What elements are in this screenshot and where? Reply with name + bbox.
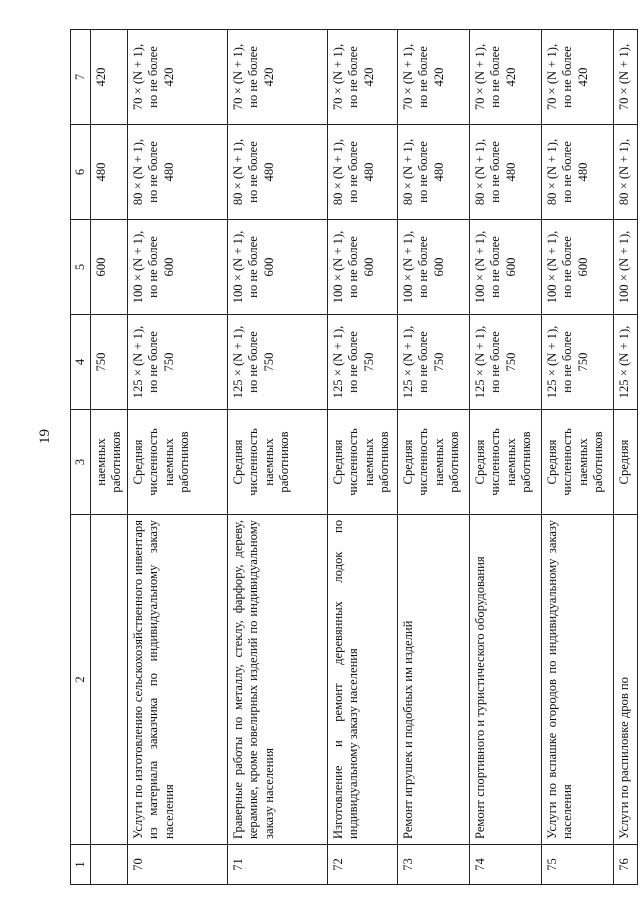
indicator-cell: Средняя численность наемных работников — [398, 410, 470, 515]
rate-line: 125 × (N + 1), — [131, 325, 146, 399]
row-number-cell: 73 — [398, 845, 470, 885]
rate-line: 480 — [575, 162, 590, 182]
rate-line: но не более — [346, 331, 361, 393]
rate-cell — [398, 220, 470, 315]
rate-line: 80 × (N + 1), — [401, 138, 416, 206]
rate-line: 600 — [575, 257, 590, 277]
rate-cell — [228, 220, 328, 315]
rate-line: 125 × (N + 1), — [473, 325, 488, 399]
carry-over-row — [91, 30, 128, 885]
rate-cell — [470, 30, 542, 125]
rate-line: 100 × (N + 1), — [131, 230, 146, 304]
row-number-cell — [91, 845, 128, 885]
rate-cell — [228, 315, 328, 410]
rate-cell — [614, 30, 638, 125]
rate-cell — [128, 125, 228, 220]
rate-line: 70 × (N + 1), — [473, 43, 488, 111]
rate-line: 100 × (N + 1), — [617, 230, 632, 304]
service-cell: Изготовление и ремонт деревянных лодок по индивидуальному заказу населения — [328, 515, 398, 845]
rate-line: 480 — [361, 162, 376, 182]
rate-cell — [542, 30, 614, 125]
rate-line: 125 × (N + 1), — [545, 325, 560, 399]
rate-line: 420 — [161, 67, 176, 87]
rate-line: 480 — [261, 162, 276, 182]
indicator-cell: Средняя численность наемных работников — [542, 410, 614, 515]
indicator-cell: Средняя — [614, 410, 638, 515]
rate-line: 420 — [575, 67, 590, 87]
rate-line: но не более — [416, 46, 431, 108]
page-number: 19 — [37, 429, 53, 444]
column-number-row — [71, 30, 91, 885]
rate-line: 100 × (N + 1), — [401, 230, 416, 304]
rate-line: но не более — [416, 141, 431, 203]
rate-line: 100 × (N + 1), — [331, 230, 346, 304]
rate-line: но не более — [416, 331, 431, 393]
table-row — [542, 30, 614, 885]
row-number-cell: 70 — [128, 845, 228, 885]
rate-line: но не более — [146, 331, 161, 393]
rate-line: 420 — [503, 67, 518, 87]
rate-line: 420 — [361, 67, 376, 87]
rate-line: 420 — [261, 67, 276, 87]
rate-line: 70 × (N + 1), — [331, 43, 346, 111]
rate-line: 125 × (N + 1), — [231, 325, 246, 399]
rate-cell — [470, 220, 542, 315]
rate-line: 750 — [161, 352, 176, 372]
rate-line: 70 × (N + 1), — [231, 43, 246, 111]
service-cell: Ремонт спортивного и туристического оборудования — [470, 515, 542, 845]
rate-cell: 750 — [91, 315, 128, 410]
rate-line: 750 — [503, 352, 518, 372]
column-number: 1 — [71, 845, 91, 885]
indicator-cell: Средняя численность наемных работников — [128, 410, 228, 515]
rate-line: но не более — [246, 141, 261, 203]
column-number: 4 — [71, 315, 91, 410]
rate-cell — [542, 125, 614, 220]
rate-line: но не более — [146, 46, 161, 108]
rate-line: 70 × (N + 1), — [545, 43, 560, 111]
rotated-table-container — [70, 30, 632, 885]
row-number-cell: 74 — [470, 845, 542, 885]
service-cell — [91, 515, 128, 845]
row-number-cell: 75 — [542, 845, 614, 885]
rate-cell — [398, 125, 470, 220]
rate-line: 80 × (N + 1), — [231, 138, 246, 206]
service-cell: Услуги по вспашке огородов по индивидуальному заказу населения — [542, 515, 614, 845]
column-number: 6 — [71, 125, 91, 220]
rate-line: 480 — [503, 162, 518, 182]
rate-line: но не более — [346, 141, 361, 203]
indicator-cell: Средняя численность наемных работников — [470, 410, 542, 515]
rate-line: 80 × (N + 1), — [473, 138, 488, 206]
table-row — [614, 30, 638, 885]
rate-line: но не более — [560, 236, 575, 298]
table-row — [398, 30, 470, 885]
table-row — [328, 30, 398, 885]
table-row — [470, 30, 542, 885]
rate-cell — [470, 125, 542, 220]
rate-cell — [398, 315, 470, 410]
rate-line: 125 × (N + 1), — [331, 325, 346, 399]
rate-line: но не более — [246, 236, 261, 298]
rate-cell — [470, 315, 542, 410]
rate-line: но не более — [488, 331, 503, 393]
rate-cell — [128, 30, 228, 125]
rate-line: 80 × (N + 1), — [131, 138, 146, 206]
indicator-cell: наемных работников — [91, 410, 128, 515]
document-page — [70, 30, 632, 885]
rate-cell — [128, 220, 228, 315]
row-number-cell: 72 — [328, 845, 398, 885]
rate-cell — [228, 30, 328, 125]
rate-line: 100 × (N + 1), — [473, 230, 488, 304]
rate-line: но не более — [560, 331, 575, 393]
indicator-cell: Средняя численность наемных работников — [228, 410, 328, 515]
rate-line: 80 × (N + 1), — [617, 138, 632, 206]
column-number: 5 — [71, 220, 91, 315]
rate-line: 125 × (N + 1), — [401, 325, 416, 399]
rate-line: 750 — [575, 352, 590, 372]
rate-line: но не более — [488, 46, 503, 108]
rate-line: 70 × (N + 1), — [131, 43, 146, 111]
table-body — [71, 30, 638, 885]
rate-cell — [614, 125, 638, 220]
service-cell: Услуги по изготовлению сельскохозяйственного инвентаря из материала заказчика по индивидуальному заказу населения — [128, 515, 228, 845]
indicator-cell: Средняя численность наемных работников — [328, 410, 398, 515]
table-row — [228, 30, 328, 885]
rate-line: 100 × (N + 1), — [231, 230, 246, 304]
rate-line: 600 — [431, 257, 446, 277]
tariff-table — [70, 29, 638, 885]
rate-cell — [328, 315, 398, 410]
rate-line: 100 × (N + 1), — [545, 230, 560, 304]
rate-line: но не более — [488, 236, 503, 298]
rate-line: но не более — [146, 236, 161, 298]
rate-line: 600 — [161, 257, 176, 277]
rate-line: 600 — [361, 257, 376, 277]
rate-cell — [128, 315, 228, 410]
rate-cell — [614, 315, 638, 410]
rate-cell — [328, 30, 398, 125]
service-cell: Граверные работы по металлу, стеклу, фарфору, дереву, керамике, кроме ювелирных изделий по индивидуальному заказу населения — [228, 515, 328, 845]
rate-line: 750 — [361, 352, 376, 372]
rate-line: 80 × (N + 1), — [331, 138, 346, 206]
rate-line: 125 × (N + 1), — [617, 325, 632, 399]
rate-cell — [614, 220, 638, 315]
table-row — [128, 30, 228, 885]
rate-line: но не более — [560, 141, 575, 203]
rate-line: но не более — [346, 236, 361, 298]
rate-line: но не более — [146, 141, 161, 203]
rate-cell: 600 — [91, 220, 128, 315]
rate-line: 480 — [161, 162, 176, 182]
rate-cell — [328, 220, 398, 315]
rate-cell — [398, 30, 470, 125]
rate-line: 750 — [431, 352, 446, 372]
column-number: 2 — [71, 515, 91, 845]
rate-cell — [542, 220, 614, 315]
rate-cell — [328, 125, 398, 220]
service-cell: Услуги по распиловке дров по — [614, 515, 638, 845]
rate-line: но не более — [246, 331, 261, 393]
rate-line: 480 — [431, 162, 446, 182]
rate-line: 750 — [261, 352, 276, 372]
row-number-cell: 71 — [228, 845, 328, 885]
column-number: 3 — [71, 410, 91, 515]
rate-line: 420 — [431, 67, 446, 87]
rate-line: 600 — [261, 257, 276, 277]
rate-line: но не более — [560, 46, 575, 108]
rate-line: но не более — [488, 141, 503, 203]
service-cell: Ремонт игрушек и подобных им изделий — [398, 515, 470, 845]
rate-cell — [228, 125, 328, 220]
rate-line: 70 × (N + 1), — [617, 43, 632, 111]
rate-line: 80 × (N + 1), — [545, 138, 560, 206]
rate-cell: 420 — [91, 30, 128, 125]
column-number: 7 — [71, 30, 91, 125]
rate-cell: 480 — [91, 125, 128, 220]
row-number-cell: 76 — [614, 845, 638, 885]
rate-line: но не более — [246, 46, 261, 108]
rate-line: 600 — [503, 257, 518, 277]
rate-line: но не более — [416, 236, 431, 298]
rate-line: 70 × (N + 1), — [401, 43, 416, 111]
rate-cell — [542, 315, 614, 410]
rate-line: но не более — [346, 46, 361, 108]
